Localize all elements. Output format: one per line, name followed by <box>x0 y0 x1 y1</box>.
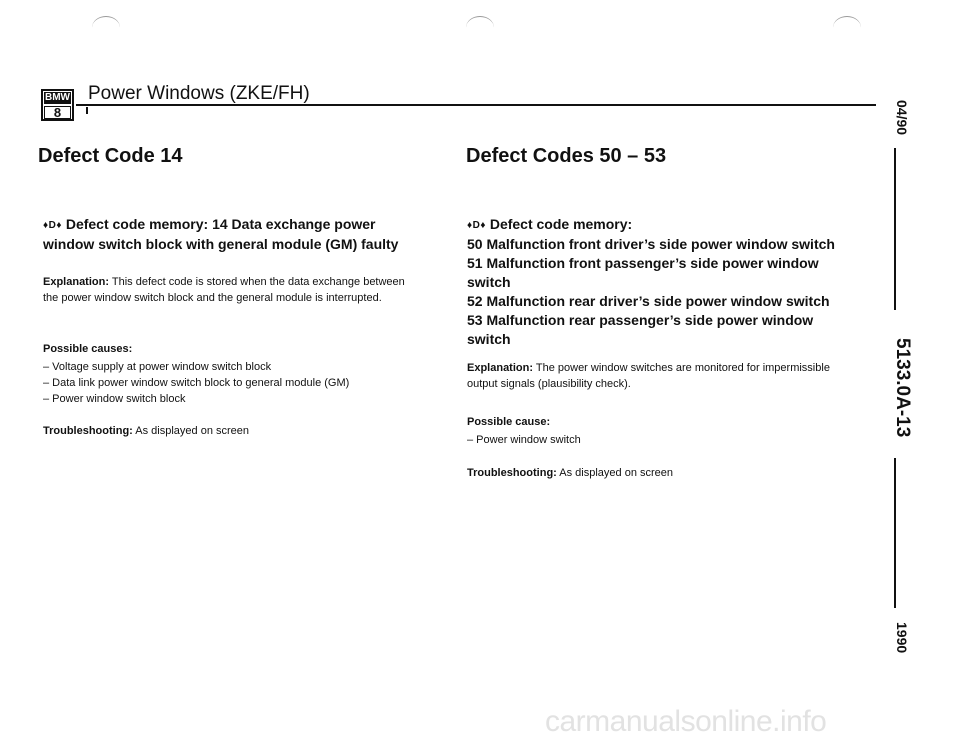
right-memory-label: Defect code memory: <box>489 216 633 232</box>
left-defect-memory <box>43 215 403 254</box>
side-rule-top <box>894 148 896 310</box>
header-rule <box>76 104 876 106</box>
right-explanation <box>467 360 857 392</box>
list-item: – Power window switch block <box>43 393 186 405</box>
defect-code-52: 52 Malfunction rear driver’s side power window switch <box>467 293 830 309</box>
left-causes-label: Possible causes: <box>43 343 133 355</box>
left-troubleshooting-text: As displayed on screen <box>135 425 250 437</box>
right-troubleshooting-text: As displayed on screen <box>559 467 674 479</box>
right-causes-list <box>467 432 581 448</box>
punch-hole-arc <box>92 16 120 39</box>
side-year: 1990 <box>894 622 910 654</box>
right-explanation-label: Explanation: <box>467 362 534 374</box>
diagnosis-symbol: ♦D♦ <box>43 220 62 231</box>
left-memory-text: Defect code memory: 14 Data exchange power window switch block with general module (GM) faulty <box>43 216 399 252</box>
left-heading: Defect Code 14 <box>38 145 183 167</box>
list-item: – Power window switch <box>467 434 581 446</box>
defect-code-51: 51 Malfunction front passenger’s side power window switch <box>467 255 819 290</box>
side-date: 04/90 <box>894 100 910 136</box>
left-causes-list <box>43 359 423 407</box>
left-explanation-label: Explanation: <box>43 276 110 288</box>
defect-code-50: 50 Malfunction front driver’s side power window switch <box>467 236 835 252</box>
bmw-logo <box>41 89 74 121</box>
left-explanation <box>43 274 408 306</box>
defect-code-53: 53 Malfunction rear passenger’s side power window switch <box>467 312 814 347</box>
list-item: – Data link power window switch block to general module (GM) <box>43 377 350 389</box>
right-troubleshooting <box>467 465 673 481</box>
watermark: carmanualsonline.info <box>545 705 827 738</box>
side-rule-middle <box>894 458 896 608</box>
page-header-title: Power Windows (ZKE/FH) <box>88 83 310 104</box>
left-explanation-text: This defect code is stored when the data exchange between the power window switch block and the general module is interrupted. <box>43 276 405 304</box>
list-item: – Voltage supply at power window switch block <box>43 361 272 373</box>
right-cause-label: Possible cause: <box>467 416 551 428</box>
punch-hole-arc <box>833 16 861 39</box>
right-troubleshooting-label: Troubleshooting: <box>467 467 557 479</box>
header-rule-tick <box>86 107 88 114</box>
right-explanation-text: The power window switches are monitored for impermissible output signals (plausibility check). <box>467 362 830 390</box>
badge-brand: BMW <box>45 92 70 103</box>
badge-group-number: 8 <box>44 106 71 119</box>
diagnosis-symbol: ♦D♦ <box>467 220 486 231</box>
right-defect-memory <box>467 215 857 349</box>
punch-hole-arc <box>466 16 494 39</box>
left-troubleshooting-label: Troubleshooting: <box>43 425 133 437</box>
right-heading: Defect Codes 50 – 53 <box>466 145 667 167</box>
side-page-code: 5133.0A-13 <box>892 338 913 438</box>
left-troubleshooting <box>43 423 249 439</box>
